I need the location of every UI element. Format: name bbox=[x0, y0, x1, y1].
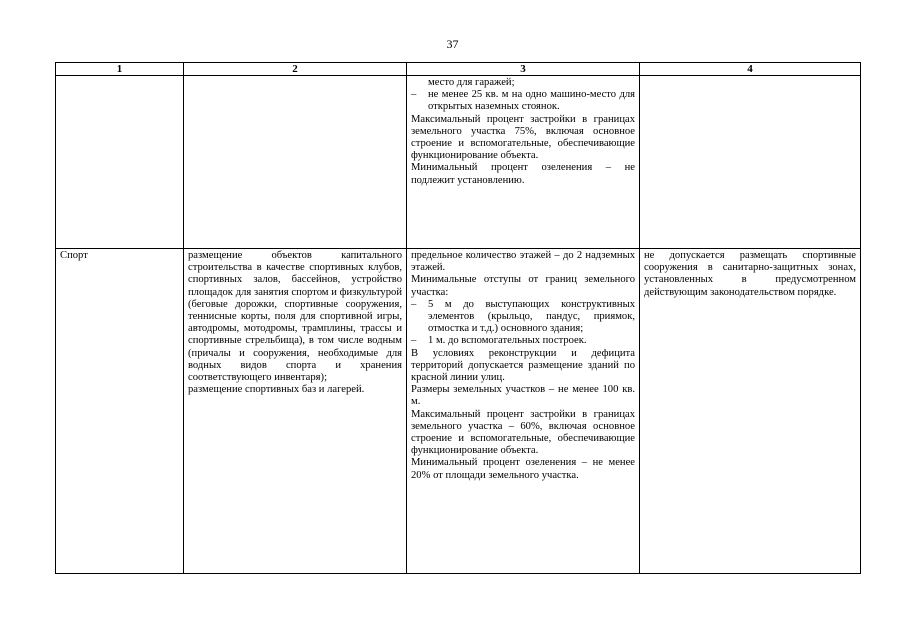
paragraph: предельное количество этажей – до 2 надземных этажей. bbox=[411, 250, 635, 274]
table-row bbox=[56, 249, 861, 574]
page-number: 37 bbox=[446, 37, 459, 51]
column-header-4: 4 bbox=[640, 63, 861, 76]
paragraph: размещение объектов капитального строительства в качестве спортивных клубов, спортивных залов, бассейнов, устройство площадок для занятия спортом и физкультурой (беговые дорожки, спортивные сооружения, теннисные корты, поля для спортивной игры, автодромы, мотодромы, трамплины, трассы и спортивные стрельбища), в том числе водным (причалы и сооружения, необходимые для водных видов спорта и хранения соответствующего инвентаря); bbox=[188, 250, 402, 384]
continuation-text: место для гаражей; bbox=[428, 77, 515, 88]
paragraph: Минимальные отступы от границ земельного участка: bbox=[411, 274, 635, 298]
paragraph: Минимальный процент озеленения – не менее 20% от площади земельного участка. bbox=[411, 457, 635, 481]
row1-col4-cell bbox=[640, 76, 861, 249]
row1-col1-cell bbox=[56, 76, 184, 249]
dash-marker: – bbox=[411, 89, 417, 101]
regulations-table bbox=[55, 62, 861, 574]
list-item-text: 5 м до выступающих конструктивных элементов (крыльцо, пандус, приямок, отмостка и т.д.) основного здания; bbox=[428, 298, 635, 335]
list-item bbox=[411, 89, 635, 113]
row1-col3-cell bbox=[407, 76, 640, 249]
row1-col2-cell bbox=[184, 76, 407, 249]
paragraph: Максимальный процент застройки в границах земельного участка 75%, включая основное строение и вспомогательные, обеспечивающие функционирование объекта. bbox=[411, 113, 635, 162]
restrictions-cell bbox=[640, 249, 861, 574]
paragraph: не допускается размещать спортивные сооружения в санитарно-защитных зонах, установленных в предусмотренном действующим законодательством порядке. bbox=[644, 250, 856, 298]
parameters-cell bbox=[407, 249, 640, 574]
table-row bbox=[56, 76, 861, 249]
paragraph: Минимальный процент озеленения – не подлежит установлению. bbox=[411, 162, 635, 186]
list-item bbox=[411, 299, 635, 336]
paragraph: размещение спортивных баз и лагерей. bbox=[188, 384, 365, 396]
paragraph: Максимальный процент застройки в границах земельного участка – 60%, включая основное строение и вспомогательные, обеспечивающие функционирование объекта. bbox=[411, 408, 635, 457]
list-item-text: 1 м. до вспомогательных построек. bbox=[428, 335, 587, 347]
paragraph: Размеры земельных участков – не менее 100 кв. м. bbox=[411, 384, 635, 408]
column-header-3: 3 bbox=[407, 63, 640, 76]
description-cell bbox=[184, 249, 407, 574]
list-item bbox=[411, 335, 635, 347]
dash-marker: – bbox=[411, 335, 417, 347]
dash-marker: – bbox=[411, 298, 417, 310]
header-row bbox=[56, 63, 861, 76]
list-item-text: не менее 25 кв. м на одно машино-место для открытых наземных стоянок. bbox=[428, 89, 635, 113]
column-header-2: 2 bbox=[184, 63, 407, 76]
use-type-label: Спорт bbox=[60, 250, 88, 261]
use-type-cell bbox=[56, 249, 184, 574]
paragraph: В условиях реконструкции и дефицита территорий допускается размещение зданий по красной линии улиц. bbox=[411, 347, 635, 384]
column-header-1: 1 bbox=[56, 63, 184, 76]
